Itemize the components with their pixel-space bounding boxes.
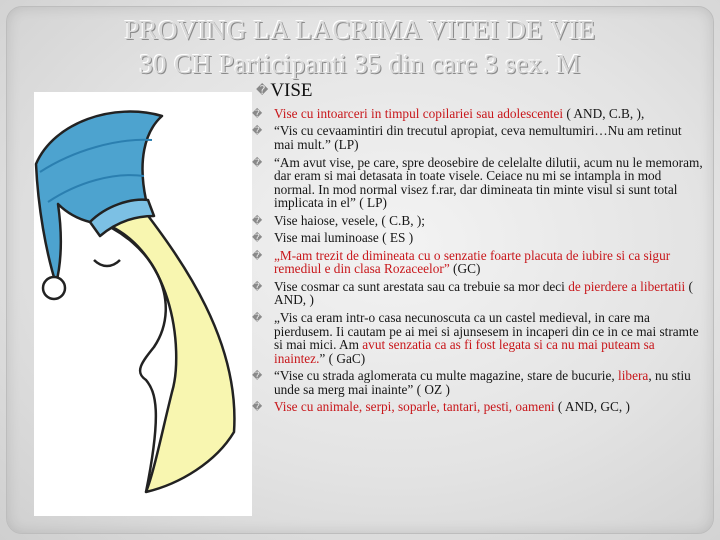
bullet-glyph-icon: �: [252, 371, 263, 383]
bullet-text: Vise haiose, vesele, ( C.B, );: [274, 212, 425, 228]
bullet-glyph-icon: �: [252, 312, 263, 324]
list-item: [252, 107, 704, 121]
bullet-text: “Vis cu cevaamintiri din trecutul apropiat, ceva nemultumiri…Nu am retinut mai mult.” (LP): [274, 123, 682, 153]
bullet-glyph-icon: �: [252, 281, 263, 293]
highlighted-text: avut senzatia ca as fi fost legata si ca nu mai puteam sa inaintez.: [274, 337, 655, 366]
section-heading-label: VISE: [270, 80, 313, 101]
highlighted-text: libera: [618, 368, 649, 384]
bullet-text: Vise cosmar ca sunt arestata sau ca trebuie sa mor deci: [274, 278, 569, 294]
list-item: [252, 231, 704, 245]
bullet-glyph-icon: �: [256, 83, 269, 97]
sleeping-moon-icon: [34, 92, 252, 516]
list-item: [252, 280, 704, 307]
sleeping-moon-image: [34, 92, 252, 516]
bullet-text: “Am avut vise, pe care, spre deosebire de celelalte dilutii, acum nu le memoram, dar eram si mai detasata in toate visele. Ceiace nu mi se intampla in mod normal. In mod normal visez f.rar, dar dimineata tin minte visul si sunt total implicata in el” ( LP): [274, 154, 703, 211]
section-heading: [256, 80, 313, 102]
bullet-text: , nu stiu unde sa merg mai inainte” ( OZ ): [274, 368, 691, 397]
bullet-glyph-icon: �: [252, 233, 263, 245]
bullet-text: Vise mai luminoase ( ES ): [274, 230, 414, 246]
bullet-glyph-icon: �: [252, 215, 263, 227]
bullet-glyph-icon: �: [252, 126, 263, 138]
dream-observations-list: [252, 107, 704, 418]
highlighted-text: de pierdere a libertatii: [568, 278, 686, 294]
highlighted-text: Vise cu animale, serpi, soparle, tantari, pesti, oameni: [274, 399, 555, 415]
bullet-text: ( AND, C.B, ),: [563, 106, 645, 121]
bullet-text: „Vis ca eram intr-o casa necunoscuta ca un castel medieval, in care ma pierdusem. Ii cautam pe ai mei si ajunsesem in incaperi din ce in ce mai stramte si mai mici. Am: [274, 309, 699, 353]
bullet-text: (GC): [449, 261, 481, 277]
bullet-text: ” ( GaC): [319, 350, 366, 366]
bullet-text: ( AND, ): [274, 278, 693, 308]
bullet-text: “Vise cu strada aglomerata cu multe magazine, stare de bucurie,: [274, 368, 619, 384]
highlighted-text: „M-am trezit de dimineata cu o senzatie foarte placuta de iubire si ca sigur remediul e din clasa Rozaceelor”: [274, 247, 671, 277]
bullet-glyph-icon: �: [252, 157, 263, 169]
list-item: [252, 400, 704, 414]
bullet-glyph-icon: �: [252, 250, 263, 262]
list-item: [252, 249, 704, 276]
bullet-text: ( AND, GC, ): [554, 399, 630, 415]
bullet-glyph-icon: �: [252, 109, 263, 120]
list-item: [252, 156, 704, 210]
list-item: [252, 214, 704, 228]
highlighted-text: Vise cu intoarceri in timpul copilariei sau adolescentei: [274, 106, 564, 121]
bullet-glyph-icon: �: [252, 402, 263, 414]
slide-title-line-2: 30 CH Participanti 35 din care 3 sex. M: [139, 49, 581, 79]
list-item: [252, 369, 704, 396]
slide-title-line-1: PROVING LA LACRIMA VITEI DE VIE: [124, 15, 596, 45]
list-item: [252, 311, 704, 365]
list-item: [252, 124, 704, 151]
